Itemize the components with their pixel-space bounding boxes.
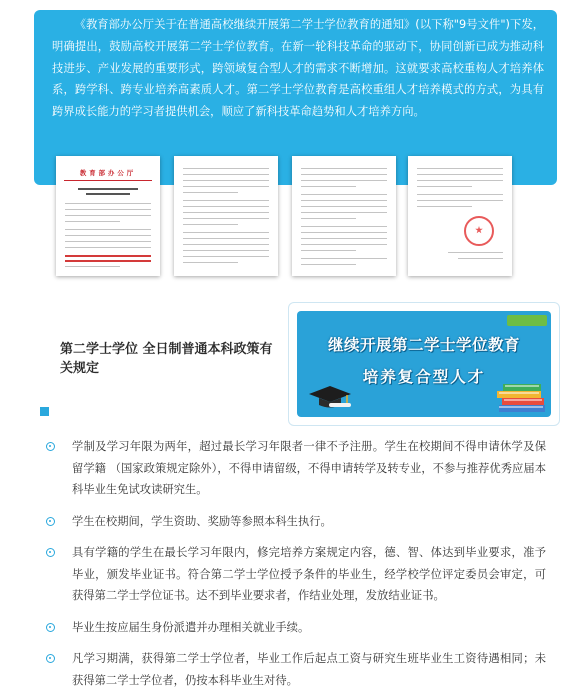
section-title: 第二学士学位 全日制普通本科政策有关规定	[60, 342, 273, 376]
document-page-2[interactable]	[174, 156, 278, 276]
bullet-icon	[46, 548, 55, 557]
list-item: 具有学籍的学生在最长学习年限内，修完培养方案规定内容，德、智、体达到毕业要求，准予毕业，颁发毕业证书。符合第二学士学位授予条件的毕业生，经学校学位评定委员会审定，可获得第二学士学位证书。达不到毕业要求者，作结业处理，发放结业证书。	[46, 542, 546, 607]
intro-paragraph: 《教育部办公厅关于在普通高校继续开展第二学士学位教育的通知》(以下称"9号文件")下发，明确提出，鼓励高校开展第二学士学位教育。在新一轮科技革命的驱动下，协同创新已成为推动科技进步、产业发展的重要形式，跨领域复合型人才的需求不断增加。这就要求高校重构人才培养体系，跨学科、跨专业培养高素质人才。第二学士学位教育是高校重组人才培养模式的方式，为具有跨界成长能力的学习者提供机会，顺应了新科技革命趋势和人才培养方向。	[52, 18, 544, 119]
policy-list	[46, 436, 546, 687]
banner-tag-icon	[507, 315, 547, 326]
bullet-icon	[46, 517, 55, 526]
document-thumbnails	[56, 156, 516, 278]
section-square-icon	[40, 407, 49, 416]
banner-background	[297, 311, 551, 417]
bullet-icon	[46, 654, 55, 663]
official-seal-icon	[464, 216, 494, 246]
promo-banner	[288, 302, 560, 426]
list-item: 凡学习期满，获得第二学士学位者，毕业工作后起点工资与研究生班毕业生工资待遇相同；未获得第二学士学位者，仍按本科毕业生对待。	[46, 648, 546, 687]
list-item: 毕业生按应届生身份派遣并办理相关就业手续。	[46, 617, 546, 639]
bullet-icon	[46, 623, 55, 632]
books-icon	[495, 379, 547, 413]
list-item: 学制及学习年限为两年，超过最长学习年限者一律不予注册。学生在校期间不得申请休学及保留学籍 （国家政策规定除外），不得申请留级，不得申请转学及转专业，不参与推荐优秀应届本科毕业生免试攻读研究生。	[46, 436, 546, 501]
banner-headline: 继续开展第二学士学位教育	[327, 336, 520, 354]
letterhead-rule	[64, 180, 152, 181]
bullet-icon	[46, 442, 55, 451]
document-page-1[interactable]	[56, 156, 160, 276]
banner-subheadline: 培养复合型人才	[362, 368, 486, 386]
document-page-4[interactable]	[408, 156, 512, 276]
list-item: 学生在校期间，学生资助、奖励等参照本科生执行。	[46, 511, 546, 533]
document-page-3[interactable]	[292, 156, 396, 276]
letterhead: 教育部办公厅	[79, 169, 137, 177]
graduation-cap-icon	[307, 385, 353, 409]
